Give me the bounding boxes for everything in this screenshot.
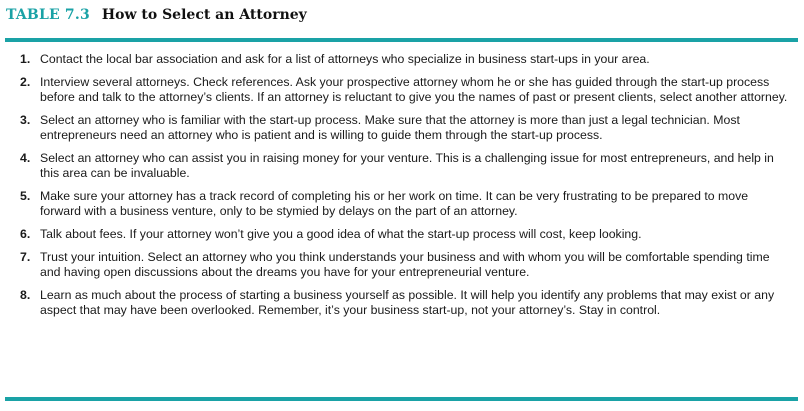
attorney-tips-list [20,52,788,326]
item-number: 3. [20,113,31,127]
list-item [20,250,788,280]
list-item [20,189,788,219]
table-title: How to Select an Attorney [101,7,307,23]
list-item [20,52,788,67]
item-number: 6. [20,227,31,241]
item-text: Select an attorney who is familiar with the start-up process. Make sure that the attorney is more than just a legal technician. Most entrepreneurs need an attorney who is patient and is willing to guide them through the start-up process. [40,113,740,142]
item-text: Select an attorney who can assist you in raising money for your venture. This is a challenging issue for most entrepreneurs, and help in this area can be invaluable. [40,151,774,180]
list-item [20,75,788,105]
list-item [20,227,788,242]
list-item [20,113,788,143]
item-number: 8. [20,288,31,302]
item-number: 5. [20,189,31,203]
item-number: 7. [20,250,31,264]
item-text: Learn as much about the process of starting a business yourself as possible. It will help you identify any problems that may exist or any aspect that may have been overlooked. Remember, it’s your business start-up, not your attorney’s. Stay in control. [40,288,775,317]
item-text: Trust your intuition. Select an attorney who you think understands your business and with whom you will be comfortable spending time and having open discussions about the dreams you have for your entrepreneurial venture. [40,250,770,279]
table-header [6,7,307,29]
item-text: Talk about fees. If your attorney won’t give you a good idea of what the start-up process will cost, keep looking. [40,227,642,241]
bottom-rule [5,397,798,401]
list-item [20,288,788,318]
item-number: 1. [20,52,31,66]
item-text: Contact the local bar association and ask for a list of attorneys who specialize in business start-ups in your area. [40,52,650,66]
top-rule [5,38,798,42]
item-number: 2. [20,75,31,89]
table-number: TABLE 7.3 [6,7,90,23]
item-text: Make sure your attorney has a track record of completing his or her work on time. It can be very frustrating to be prepared to move forward with a business venture, only to be stymied by delays on the part of an attorney. [40,189,749,218]
item-text: Interview several attorneys. Check references. Ask your prospective attorney whom he or she has guided through the start-up process before and talk to the attorney’s clients. If an attorney is reluctant to give you the names of past or present clients, select another attorney. [40,75,788,104]
item-number: 4. [20,151,31,165]
list-item [20,151,788,181]
